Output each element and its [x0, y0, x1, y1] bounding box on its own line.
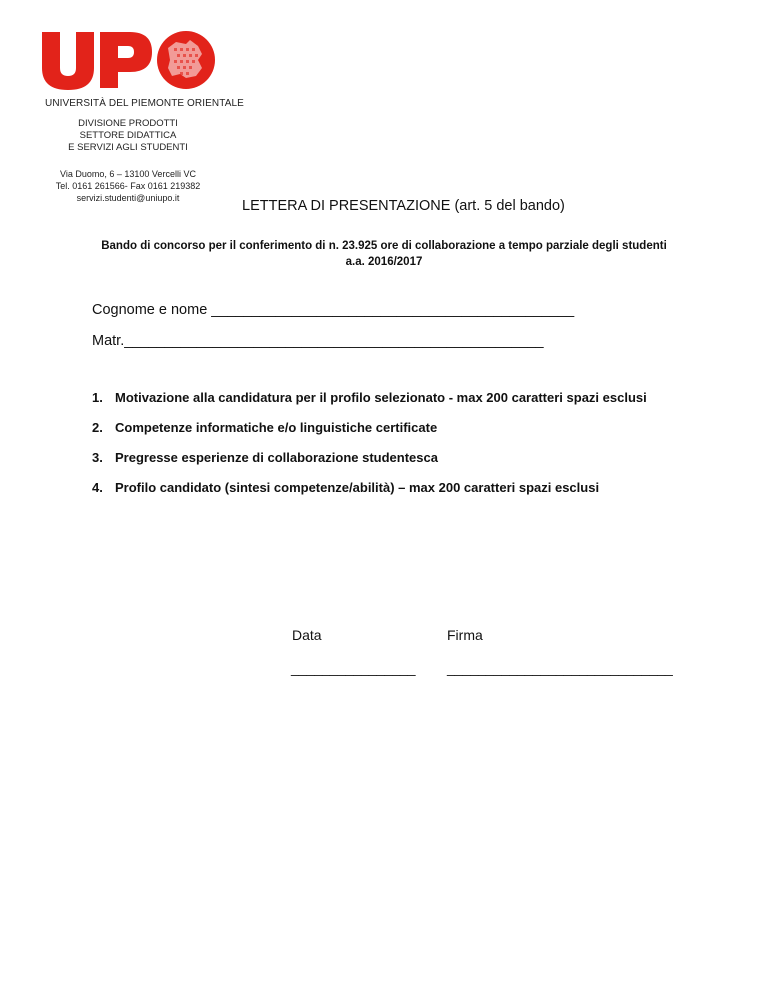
section-number: 1. — [92, 390, 103, 405]
section-item — [92, 450, 672, 466]
section-text: Competenze informatiche e/o linguistiche certificate — [115, 420, 438, 435]
data-label: Data — [292, 627, 322, 643]
section-number: 3. — [92, 450, 103, 465]
division-line: E SERVIZI AGLI STUDENTI — [68, 142, 188, 153]
section-item — [92, 480, 672, 496]
matricola-field[interactable]: Matr.____________________________________________________ — [92, 333, 544, 349]
section-list — [92, 390, 672, 510]
email: servizi.studenti@uniupo.it — [76, 193, 180, 203]
firma-input-line[interactable]: _____________________________ — [447, 660, 673, 676]
bando-heading — [40, 238, 728, 270]
section-number: 2. — [92, 420, 103, 435]
division-block — [40, 118, 216, 154]
section-item — [92, 420, 672, 436]
contact-block — [40, 168, 216, 204]
upo-logo — [40, 30, 220, 90]
division-line: SETTORE DIDATTICA — [79, 130, 177, 141]
section-number: 4. — [92, 480, 103, 495]
section-text: Profilo candidato (sintesi competenze/abilità) – max 200 caratteri spazi esclusi — [115, 480, 600, 495]
university-name: UNIVERSITÀ DEL PIEMONTE ORIENTALE — [45, 98, 244, 109]
bando-line: a.a. 2016/2017 — [345, 256, 423, 268]
document-title: LETTERA DI PRESENTAZIONE (art. 5 del bando) — [242, 198, 565, 214]
section-text: Motivazione alla candidatura per il profilo selezionato - max 200 caratteri spazi esclusi — [115, 390, 647, 405]
address: Via Duomo, 6 – 13100 Vercelli VC — [60, 169, 196, 179]
section-text: Pregresse esperienze di collaborazione studentesca — [115, 450, 438, 465]
firma-label: Firma — [447, 627, 483, 643]
section-item — [92, 390, 672, 406]
cognome-nome-field[interactable]: Cognome e nome _____________________________________________ — [92, 302, 575, 318]
division-line: DIVISIONE PRODOTTI — [78, 118, 178, 129]
data-input-line[interactable]: ________________ — [291, 660, 416, 676]
phone-fax: Tel. 0161 261566- Fax 0161 219382 — [55, 181, 201, 191]
bando-line: Bando di concorso per il conferimento di n. 23.925 ore di collaborazione a tempo parziale degli studenti — [101, 240, 667, 252]
